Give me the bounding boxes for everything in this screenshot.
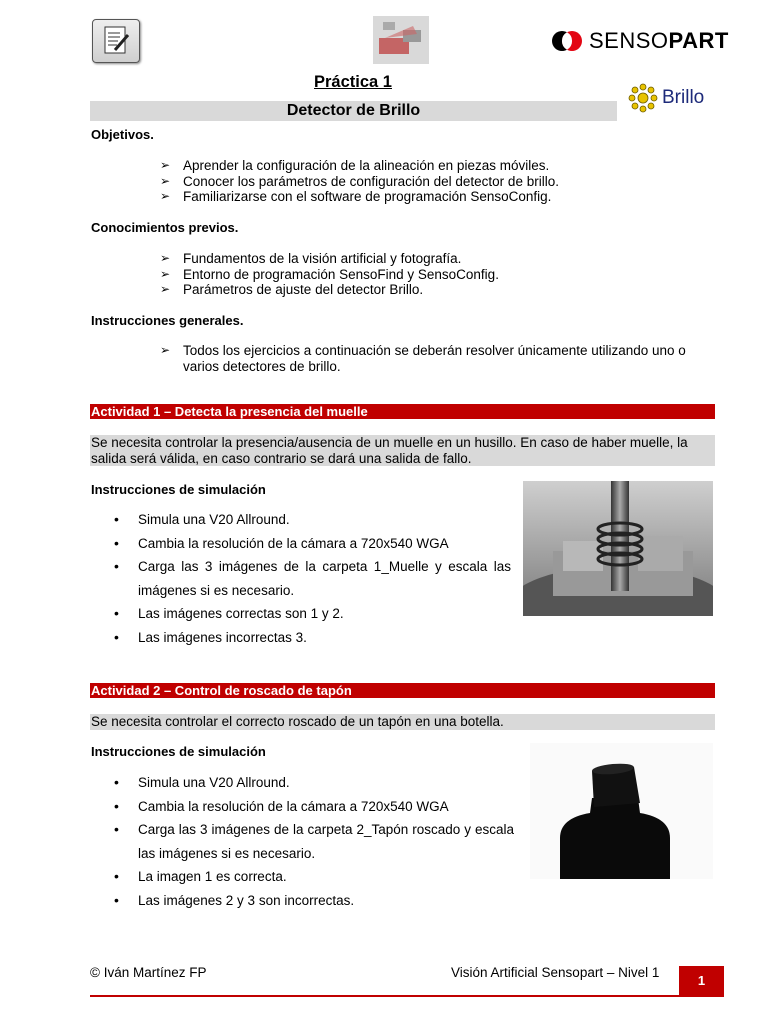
brillo-label: Brillo bbox=[662, 87, 705, 108]
actividad2-title: Actividad 2 – Control de roscado de tapón bbox=[90, 683, 715, 698]
objetivos-heading: Objetivos. bbox=[91, 127, 154, 142]
instrucciones-heading: Instrucciones generales. bbox=[91, 313, 244, 328]
objetivos-list bbox=[160, 158, 559, 205]
list-item: • Cambia la resolución de la cámara a 720x540 WGA bbox=[114, 532, 511, 556]
footer-divider bbox=[90, 995, 724, 997]
footer-title: Visión Artificial Sensopart – Nivel 1 bbox=[451, 965, 660, 980]
list-item: • Simula una V20 Allround. bbox=[114, 771, 514, 795]
logo-text: SENSOPART bbox=[589, 28, 729, 53]
list-item: ➢ Fundamentos de la visión artificial y fotografía. bbox=[160, 251, 499, 267]
list-item: • Carga las 3 imágenes de la carpeta 2_Tapón roscado y escala las imágenes si es necesario. bbox=[114, 818, 514, 865]
list-item: • Simula una V20 Allround. bbox=[114, 508, 511, 532]
list-item: ➢ Conocer los parámetros de configuración del detector de brillo. bbox=[160, 174, 559, 190]
list-item: • Cambia la resolución de la cámara a 720x540 WGA bbox=[114, 795, 514, 819]
list-item: • Las imágenes incorrectas 3. bbox=[114, 626, 511, 650]
actividad1-sim-heading: Instrucciones de simulación bbox=[91, 482, 266, 497]
list-item: • La imagen 1 es correcta. bbox=[114, 865, 514, 889]
instrucciones-list bbox=[160, 343, 715, 374]
list-item: ➢ Todos los ejercicios a continuación se deberán resolver únicamente utilizando uno o varios detectores de brillo. bbox=[160, 343, 715, 374]
sensopart-logo bbox=[551, 29, 729, 53]
actividad2-list bbox=[114, 771, 514, 913]
page-number: 1 bbox=[679, 966, 724, 996]
spring-spindle-photo bbox=[523, 481, 713, 616]
conocimientos-heading: Conocimientos previos. bbox=[91, 220, 239, 235]
conocimientos-list bbox=[160, 251, 499, 298]
list-item: • Las imágenes 2 y 3 son incorrectas. bbox=[114, 889, 514, 913]
logo-circles-icon bbox=[551, 30, 583, 52]
list-item: ➢ Familiarizarse con el software de programación SensoConfig. bbox=[160, 189, 559, 205]
notepad-pencil-icon bbox=[92, 19, 140, 63]
list-item: • Carga las 3 imágenes de la carpeta 1_Muelle y escala las imágenes si es necesario. bbox=[114, 555, 511, 602]
bottle-cap-photo bbox=[530, 743, 713, 879]
actividad1-title: Actividad 1 – Detecta la presencia del muelle bbox=[90, 404, 715, 419]
list-item: ➢ Entorno de programación SensoFind y SensoConfig. bbox=[160, 267, 499, 283]
list-item: • Las imágenes correctas son 1 y 2. bbox=[114, 602, 511, 626]
camera-sensor-icon bbox=[373, 16, 429, 64]
page-subtitle: Detector de Brillo bbox=[90, 101, 617, 121]
actividad1-description: Se necesita controlar la presencia/ausencia de un muelle en un husillo. En caso de haber muelle, la salida será válida, en caso contrario se dará una salida de fallo. bbox=[90, 435, 715, 466]
page-title: Práctica 1 bbox=[314, 73, 392, 91]
sun-icon bbox=[628, 83, 658, 113]
actividad1-list bbox=[114, 508, 511, 650]
footer-copyright: © Iván Martínez FP bbox=[90, 965, 207, 980]
list-item: ➢ Aprender la configuración de la alineación en piezas móviles. bbox=[160, 158, 559, 174]
list-item: ➢ Parámetros de ajuste del detector Brillo. bbox=[160, 282, 499, 298]
actividad2-description: Se necesita controlar el correcto roscado de un tapón en una botella. bbox=[90, 714, 715, 730]
actividad2-sim-heading: Instrucciones de simulación bbox=[91, 744, 266, 759]
brillo-badge bbox=[628, 83, 704, 113]
